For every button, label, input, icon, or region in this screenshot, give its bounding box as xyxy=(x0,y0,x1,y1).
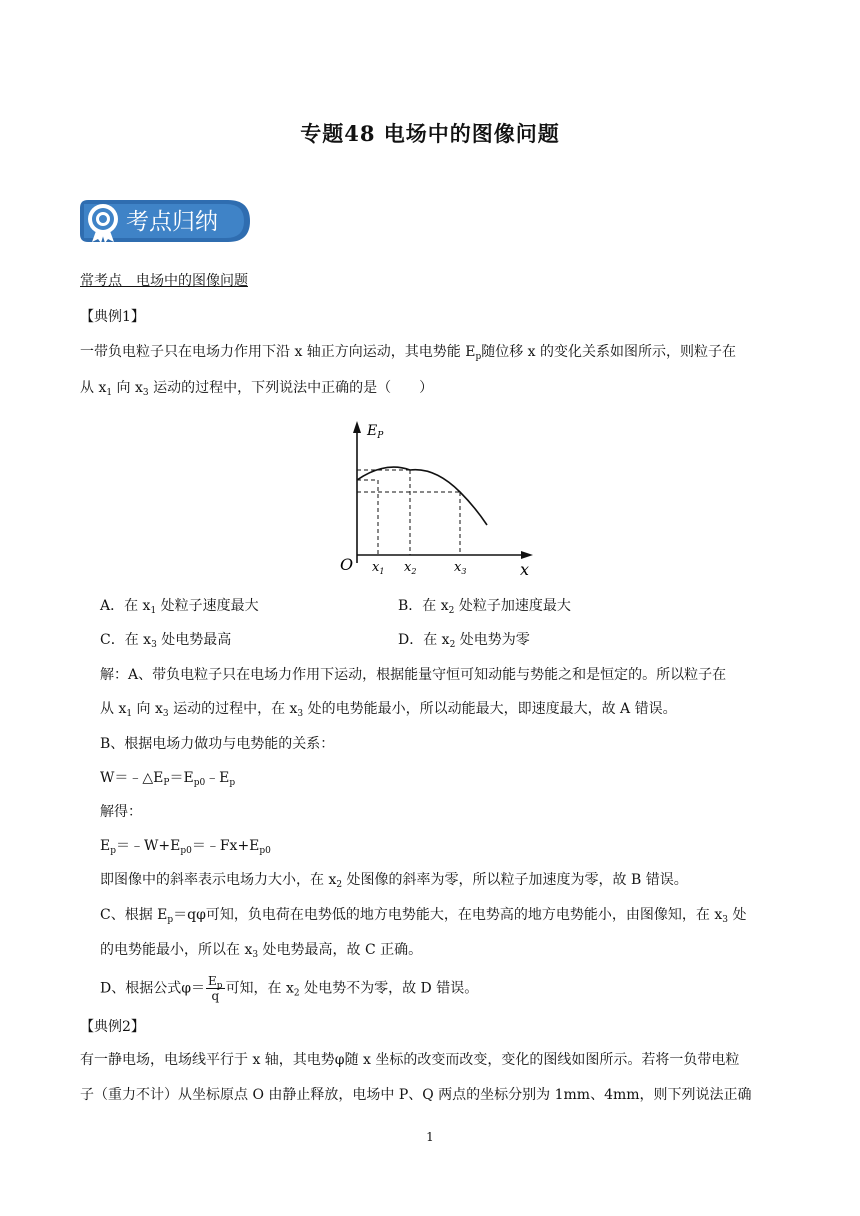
example2-line1: 有一静电场，电场线平行于 x 轴，其电势φ随 x 坐标的改变而改变，变化的图线如图所示。若将一负带电粒 xyxy=(80,1052,740,1068)
page-number: 1 xyxy=(426,1130,434,1144)
solution-line2: 从 $x_1$ 向 $x_3$ 运动的过程中，在 $x_3$ 处的电势能最小，所以动能最大，即速度最大，故 A 错误。 xyxy=(100,701,677,719)
example1-stem-line2: 从 $x_1$ 向 $x_3$ 运动的过程中，下列说法中正确的是（ ） xyxy=(80,380,434,398)
example2-heading: 【典例2】 xyxy=(80,1019,145,1035)
x-axis-label: x xyxy=(520,560,530,579)
solution-line9: 的电势能最小，所以在 $x_3$ 处电势最高，故 C 正确。 xyxy=(100,942,423,960)
solution-line8: C、根据 $E_p=q\varphi$可知，负电荷在电势低的地方电势能大，在电势高的地方电势能小，由图像知，在 $x_3$ 处 xyxy=(100,907,747,925)
solution-line7: 即图像中的斜率表示电场力大小，在 $x_2$ 处图像的斜率为零，所以粒子加速度为零，故 B 错误。 xyxy=(100,872,688,890)
fraction-ep-over-q: $\frac{E_p}{q}$ xyxy=(208,974,223,1003)
example1-heading: 【典例1】 xyxy=(80,309,145,325)
solution-line10: D、根据公式φ＝ $\frac{E_p}{q}$ 可知，在 $x_2$ 处电势不为零，故 D 错误。 xyxy=(100,974,479,1003)
solution-line5: 解得： xyxy=(100,804,142,820)
solution-line6: $E_p=﹣W+E_{p0}=﹣Fx+E_{p0}$ xyxy=(100,838,271,856)
solution-line3: B、根据电场力做功与电势能的关系： xyxy=(100,736,335,752)
option-b: B．在 $x_2$ 处粒子加速度最大 xyxy=(398,598,571,616)
section-heading: 常考点 电场中的图像问题 xyxy=(80,273,248,289)
y-axis-label: $E_P$ xyxy=(367,423,384,441)
tick-x3: $x_3$ xyxy=(454,560,467,576)
option-c: C．在 $x_3$ 处电势最高 xyxy=(100,632,232,650)
example2-line2: 子（重力不计）从坐标原点 O 由静止释放，电场中 P、Q 两点的坐标分别为 1mm、4mm，则下列说法正确 xyxy=(80,1087,752,1103)
solution-line1: 解：A、带负电粒子只在电场力作用下运动，根据能量守恒可知动能与势能之和是恒定的。所以粒子在 xyxy=(100,667,727,683)
badge-label: 考点归纳 xyxy=(126,209,218,235)
tick-x1: $x_1$ xyxy=(372,560,385,576)
tick-x2: $x_2$ xyxy=(404,560,417,576)
example1-stem-line1: 一带负电粒子只在电场力作用下沿 x 轴正方向运动，其电势能 $E_p$随位移 x 的变化关系如图所示，则粒子在 xyxy=(80,344,737,362)
ep-x-graph xyxy=(335,415,545,580)
solution-line4: $W=﹣\triangle E_P=E_{p0}﹣E_p$ xyxy=(100,770,236,788)
option-d: D．在 $x_2$ 处电势为零 xyxy=(398,632,530,650)
origin-label: O xyxy=(340,555,354,574)
page-title: 专题48 电场中的图像问题 xyxy=(300,121,560,146)
section-badge xyxy=(78,198,252,244)
option-a: A．在 $x_1$ 处粒子速度最大 xyxy=(100,598,259,616)
